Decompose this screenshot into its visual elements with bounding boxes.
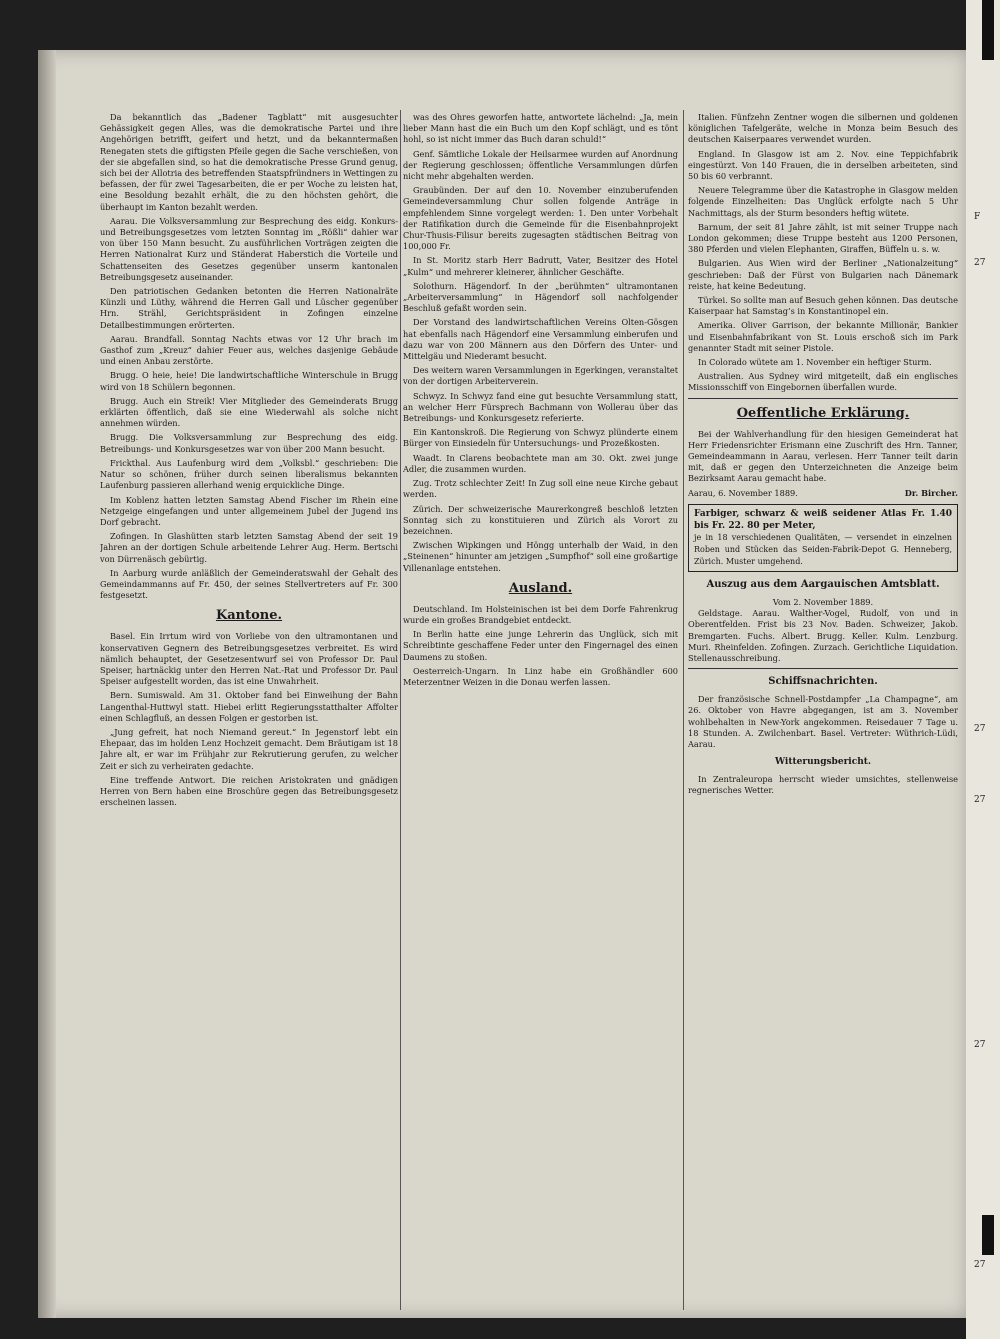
facing-page-fragment: 27 bbox=[974, 1040, 986, 1050]
section-heading-kantone: Kantone. bbox=[215, 608, 283, 624]
scan-shadow bbox=[982, 0, 994, 60]
article-paragraph: Solothurn. Hägendorf. In der „berühmten“ ultramontanen „Arbeiterversammlung“ in Hägendorf soll nachfolgender Beschluß gefaßt worden sein. bbox=[403, 280, 678, 314]
article-paragraph: Aarau. Brandfall. Sonntag Nachts etwas vor 12 Uhr brach im Gasthof zum „Kreuz“ dahier Feuer aus, welches dasjenige Gebäude und einen Anbau zerstörte. bbox=[100, 333, 398, 367]
facing-page-fragment: F bbox=[974, 212, 981, 222]
column-1 bbox=[100, 112, 398, 1308]
silk-advertisement bbox=[688, 504, 958, 572]
newspaper-page bbox=[38, 50, 968, 1318]
article-paragraph: Den patriotischen Gedanken betonten die Herren Nationalräte Künzli und Lüthy, während die Herren Gall und Lüscher gegenüber Hrn. Strähl, Gerichtspräsident in Zofingen einzelne Detailbestimmungen erörterten. bbox=[100, 286, 398, 330]
column-2 bbox=[403, 112, 678, 1308]
divider bbox=[688, 668, 958, 669]
article-paragraph: Eine treffende Antwort. Die reichen Aristokraten und gnädigen Herren von Bern haben eine Broschüre gegen das Betreibungsgesetz erscheinen lassen. bbox=[100, 774, 398, 808]
notice-heading: Oeffentliche Erklärung. bbox=[736, 405, 910, 421]
column-divider bbox=[683, 110, 684, 1310]
facing-page-fragment: 27 bbox=[974, 258, 986, 268]
article-paragraph: In St. Moritz starb Herr Badrutt, Vater, Besitzer des Hotel „Kulm“ und mehrerer kleinerer, ähnlicher Geschäfte. bbox=[403, 255, 678, 277]
article-paragraph: Italien. Fünfzehn Zentner wogen die silbernen und goldenen königlichen Tafelgeräte, welche in Monza beim Besuch des deutschen Kaiserpaares verwendet wurden. bbox=[688, 112, 958, 145]
article-paragraph: Schwyz. In Schwyz fand eine gut besuchte Versammlung statt, an welcher Herr Fürsprech Bachmann von Wollerau über das Betreibungs- und Konkursgesetz referierte. bbox=[403, 390, 678, 424]
article-paragraph: Zug. Trotz schlechter Zeit! In Zug soll eine neue Kirche gebaut werden. bbox=[403, 478, 678, 500]
article-paragraph: Barnum, der seit 81 Jahre zählt, ist mit seiner Truppe nach London gekommen; diese Truppe besteht aus 1200 Personen, 380 Pferden und vielen Elephanten, Giraffen, Büffeln u. s. w. bbox=[688, 221, 958, 255]
article-paragraph: Brugg. Die Volksversammlung zur Besprechung des eidg. Betreibungs- und Konkursgesetzes war von über 200 Mann besucht. bbox=[100, 432, 398, 454]
article-paragraph: Oesterreich-Ungarn. In Linz habe ein Großhändler 600 Meterzentner Weizen in die Donau werfen lassen. bbox=[403, 665, 678, 687]
article-paragraph: Zwischen Wipkingen und Höngg unterhalb der Waid, in den „Steinenen“ hinunter am jetzigen „Sumpfhof“ soll eine großartige Villenanlage entstehen. bbox=[403, 540, 678, 573]
notice-text: Bei der Wahlverhandlung für den hiesigen Gemeinderat hat Herr Friedensrichter Erismann eine Zuschrift des Hrn. Tanner, Gemeindeammann in Aarau, verlesen. Herr Tanner teilt darin mit, daß er gegen den Unterzeichneten die Anzeige beim Bezirksamt Aarau gemacht habe. bbox=[688, 428, 958, 484]
article-paragraph: Im Koblenz hatten letzten Samstag Abend Fischer im Rhein eine Netzgeige eingefangen und unter allgemeinem Jubel der Jugend ins Dorf gebracht. bbox=[100, 494, 398, 527]
facing-page-edge bbox=[966, 0, 1000, 1339]
weather-text: In Zentraleuropa herrscht wieder umsichtes, stellenweise regnerisches Wetter. bbox=[688, 774, 958, 796]
shipping-text: Der französische Schnell-Postdampfer „La Champagne“, am 26. Oktober von Havre abgegangen, ist am 3. November wohlbehalten in New-York angekommen. Reisedauer 7 Tage u. 18 Stunden. A. Zwilchenbart. Basel. Vertreter: Wüthrich-Lüdi, Aarau. bbox=[688, 694, 958, 749]
ad-title: Farbiger, schwarz & weiß seidener Atlas Fr. 1.40 bis Fr. 22. 80 per Meter, bbox=[694, 508, 952, 531]
article-paragraph: Der Vorstand des landwirtschaftlichen Vereins Olten-Gösgen hat ebenfalls nach Hägendorf eine Versammlung einberufen und dazu war von 200 Männern aus den Dörfern des Unter- und Mittelgäu und Niederamt besucht. bbox=[403, 317, 678, 362]
amtsblatt-heading: Auszug aus dem Aargauischen Amtsblatt. bbox=[706, 578, 940, 590]
article-paragraph: Da bekanntlich das „Badener Tagblatt“ mit ausgesuchter Gehässigkeit gegen Alles, was die demokratische Partei und ihre Angehörigen betrifft, geifert und hetzt, und da bekanntermaßen Renegaten stets die giftigsten Pfeile gegen die Sache verschießen, von der sie abgefallen sind, so hat die demokratische Presse Grund genug, sich bei der Allotria des betreffenden Staatspfründners in Wettingen zu befassen, der für zwei Tagesarbeiten, die er per Woche zu leisten hat, eine Besoldung bezahlt erhält, die zu den höchsten gehört, die überhaupt im Kanton bezahlt werden. bbox=[100, 112, 398, 212]
weather-heading: Witterungsbericht. bbox=[774, 757, 872, 768]
amtsblatt-date: Vom 2. November 1889. bbox=[772, 596, 874, 607]
article-paragraph: Aarau. Die Volksversammlung zur Besprechung des eidg. Konkurs- und Betreibungsgesetzes vom letzten Sonntag im „Rößli“ dahier war von über 150 Mann besucht. Zu ausführlichen Vorträgen zeigten die Herren Nationalrat Kurz und Ständerat Haberstich die Vorteile und Schattenseiten des Gesetzes gegenüber unserm kantonalen Betreibungsgesetz auseinander. bbox=[100, 215, 398, 282]
article-paragraph: In Colorado wütete am 1. November ein heftiger Sturm. bbox=[698, 357, 932, 368]
ad-text: je in 18 verschiedenen Qualitäten, — versendet in einzelnen Roben und Stücken das Seiden-Fabrik-Depot G. Henneberg, Zürich. Muster umgehend. bbox=[694, 532, 952, 566]
column-3 bbox=[688, 112, 958, 1308]
divider bbox=[688, 398, 958, 399]
article-paragraph: Frickthal. Aus Laufenburg wird dem „Volksbl.“ geschrieben: Die Natur so schönen, früher durch seinen liberalismus bekannten Laufenburg passieren allerhand wenig erquickliche Dinge. bbox=[100, 457, 398, 491]
article-paragraph: Neuere Telegramme über die Katastrophe in Glasgow melden folgende Einzelheiten: Das Unglück erfolgte nach 5 Uhr Nachmittags, als der Sturm besonders heftig wütete. bbox=[688, 185, 958, 218]
scan-shadow bbox=[982, 1215, 994, 1255]
article-paragraph: Bern. Sumiswald. Am 31. Oktober fand bei Einweihung der Bahn Langenthal-Huttwyl statt. Hiebei erlitt Regierungsstatthalter Affolter einen Schlagfluß, an dessen Folgen er gestorben ist. bbox=[100, 690, 398, 723]
article-paragraph: In Aarburg wurde anläßlich der Gemeinderatswahl der Gehalt des Gemeindammanns auf Fr. 450, der seines Stellvertreters auf Fr. 300 festgesetzt. bbox=[100, 567, 398, 601]
notice-signature-line bbox=[688, 488, 958, 499]
shipping-heading: Schiffsnachrichten. bbox=[768, 676, 878, 688]
article-paragraph: Zürich. Der schweizerische Maurerkongreß beschloß letzten Sonntag sich zu konstituieren und Zürich als Vorort zu bezeichnen. bbox=[403, 503, 678, 536]
page-binding-edge bbox=[38, 50, 56, 1318]
article-paragraph: „Jung gefreit, hat noch Niemand gereut.“ In Jegenstorf lebt ein Ehepaar, das im holden Lenz Hochzeit gemacht. Dem Bräutigam ist 18 Jahre alt, er war im Frühjahr zur Rekrutierung gerufen, zu welcher Zeit er sich zu verheiraten gedachte. bbox=[100, 726, 398, 771]
article-paragraph: Des weitern waren Versammlungen in Egerkingen, veranstaltet von der dortigen Arbeiterverein. bbox=[403, 365, 678, 387]
article-paragraph: Deutschland. Im Holsteinischen ist bei dem Dorfe Fahrenkrug wurde ein großes Brandgebiet entdeckt. bbox=[403, 603, 678, 625]
article-paragraph: Amerika. Oliver Garrison, der bekannte Millionär, Bankier und Eisenbahnfabrikant von St. Louis erschoß sich im Park genannter Stadt mit seiner Pistole. bbox=[688, 320, 958, 353]
facing-page-fragment: 27 bbox=[974, 795, 986, 805]
section-heading-ausland: Ausland. bbox=[508, 580, 573, 596]
column-divider bbox=[400, 110, 401, 1310]
article-paragraph: Basel. Ein Irrtum wird von Vorliebe von den ultramontanen und konservativen Gegnern des Betreibungsgesetzes verbreitet. Es wird nämlich behauptet, der Gesetzesentwurf sei von Professor Dr. Paul Speiser, hartnäckig unter den Herren Nat.-Rat und Professor Dr. Paul Speiser aufgestellt worden, das ist eine Unwahrheit. bbox=[100, 631, 398, 687]
article-paragraph: Brugg. O heie, heie! Die landwirtschaftliche Winterschule in Brugg wird von 18 Schülern begonnen. bbox=[100, 370, 398, 392]
article-paragraph: Australien. Aus Sydney wird mitgeteilt, daß ein englisches Missionsschiff von Eingebornen überfallen wurde. bbox=[688, 371, 958, 393]
notice-place-date: Aarau, 6. November 1889. bbox=[688, 487, 798, 498]
amtsblatt-text: Geldstage. Aarau. Walther-Vogel, Rudolf, von und in Oberentfelden. Frist bis 23 Nov. Baden. Schweizer, Jakob. Bremgarten. Fuchs. Albert. Brugg. Keller. Kulm. Lenzburg. Muri. Rheinfelden. Zofingen. Zurzach. Gerichtliche Liquidation. Stellenausschreibung. bbox=[688, 608, 958, 663]
article-paragraph: In Berlin hatte eine junge Lehrerin das Unglück, sich mit Schreibtinte geschaffene Feder unter den Fingernagel des einen Daumens zu stoßen. bbox=[403, 629, 678, 662]
notice-signature: Dr. Bircher. bbox=[904, 487, 958, 498]
article-paragraph: was des Ohres geworfen hatte, antwortete lächelnd: „Ja, mein lieber Mann hast die ein Buch um den Kopf schlägt, und es tönt hohl, so ist nicht immer das Buch daran schuld!“ bbox=[403, 112, 678, 145]
article-paragraph: England. In Glasgow ist am 2. Nov. eine Teppichfabrik eingestürzt. Von 140 Frauen, die in derselben arbeiteten, sind 50 bis 60 verbrannt. bbox=[688, 148, 958, 182]
facing-page-fragment: 27 bbox=[974, 1260, 986, 1270]
article-paragraph: Brugg. Auch ein Streik! Vier Mitglieder des Gemeinderats Brugg erklärten öffentlich, daß sie eine Wiederwahl als solche nicht annehmen würden. bbox=[100, 395, 398, 429]
article-paragraph: Türkei. So sollte man auf Besuch gehen können. Das deutsche Kaiserpaar hat Samstag’s in Konstantinopel ein. bbox=[688, 295, 958, 317]
article-paragraph: Genf. Sämtliche Lokale der Heilsarmee wurden auf Anordnung der Regierung geschlossen; öffentliche Versammlungen dürfen nicht mehr abgehalten werden. bbox=[403, 148, 678, 182]
article-paragraph: Zofingen. In Glashütten starb letzten Samstag Abend der seit 19 Jahren an der dortigen Schule arbeitende Lehrer Aug. Herm. Bertschi von Dürrenäsch gebürtig. bbox=[100, 531, 398, 564]
article-paragraph: Ein Kantonskroß. Die Regierung von Schwyz plünderte einem Bürger von Einsiedeln für Untersuchungs- und Prozeßkosten. bbox=[403, 427, 678, 449]
facing-page-fragment: 27 bbox=[974, 724, 986, 734]
article-paragraph: Waadt. In Clarens beobachtete man am 30. Okt. zwei junge Adler, die zusammen wurden. bbox=[403, 452, 678, 474]
article-paragraph: Graubünden. Der auf den 10. November einzuberufenden Gemeindeversammlung Chur sollen folgende Anträge in empfehlendem Sinne vorgelegt werden: 1. Den unter Vorbehalt der Ratifikation durch die Gemeinde für die Eisenbahnprojekt Chur-Thusis-Filisur bereits zugesagten städtischen Beitrag von 100,000 Fr. bbox=[403, 185, 678, 252]
article-paragraph: Bulgarien. Aus Wien wird der Berliner „Nationalzeitung“ geschrieben: Daß der Fürst von Bulgarien nach Dänemark reiste, hat keine Bedeutung. bbox=[688, 258, 958, 291]
